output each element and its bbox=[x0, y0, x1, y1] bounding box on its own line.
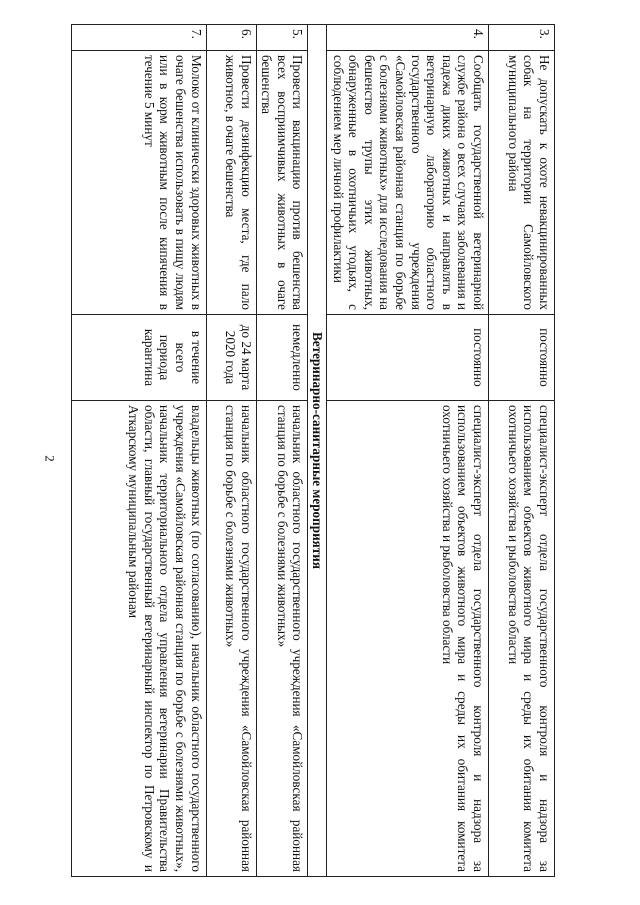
row-action: Молоко от клинически здоровых животных в очаге бешенства использовать в пищу людям или в корм животным после кипячения в течение 5 минут bbox=[71, 51, 206, 315]
row-number: 4. bbox=[327, 25, 489, 51]
row-action: Провести дезинфекцию места, где пало животное, в очаге бешенства bbox=[206, 51, 256, 315]
row-deadline: до 24 марта 2020 года bbox=[206, 315, 256, 401]
row-deadline: немедленно bbox=[256, 315, 308, 401]
page-number: 2 bbox=[42, 455, 58, 462]
table-row bbox=[489, 25, 555, 877]
table-row bbox=[206, 25, 256, 877]
row-number: 6. bbox=[206, 25, 256, 51]
row-responsible: начальник областного государственного учреждения «Самойловская районная станция по борьбе с болезнями животных» bbox=[206, 401, 256, 877]
row-deadline: постоянно bbox=[327, 315, 489, 401]
row-number: 5. bbox=[256, 25, 308, 51]
row-deadline: в течение всего периода карантина bbox=[71, 315, 206, 401]
section-row bbox=[308, 25, 327, 877]
row-number: 3. bbox=[489, 25, 555, 51]
row-action: Сообщать государственной ветеринарной службе района о всех случаях заболевания и падежа диких животных и направлять в ветеринарную лабораторию областного государственного учреждения «Самойловская районная станция по борьбе с болезнями животных» для исследования на бешенство трупы этих животных, обнаруженные в охотничьих угодьях, с соблюдением мер личной профилактики bbox=[327, 51, 489, 315]
table-row bbox=[256, 25, 308, 877]
row-action: Провести вакцинацию против бешенства всех восприимчивых животных в очаге бешенства bbox=[256, 51, 308, 315]
row-action: Не допускать к охоте невакцинированных собак на территории Самойловского муниципального района bbox=[489, 51, 555, 315]
row-responsible: специалист-эксперт отдела государственного контроля и надзора за использованием объектов животного мира и среды их обитания комитета охотничьего хозяйства и рыболовства области bbox=[489, 401, 555, 877]
row-deadline: постоянно bbox=[489, 315, 555, 401]
table-row bbox=[71, 25, 206, 877]
row-number: 7. bbox=[71, 25, 206, 51]
row-responsible: начальник областного государственного учреждения «Самойловская районная станция по борьбе с болезнями животных» bbox=[256, 401, 308, 877]
measures-table bbox=[71, 24, 555, 877]
table-row bbox=[327, 25, 489, 877]
section-title: Ветеринарно-санитарные мероприятия bbox=[308, 25, 327, 877]
row-responsible: специалист-эксперт отдела государственного контроля и надзора за использованием объектов животного мира и среды их обитания комитета охотничьего хозяйства и рыболовства области bbox=[327, 401, 489, 877]
row-responsible: владельцы животных (по согласованию), начальник областного государственного учреждения «Самойловская районная станция по борьбе с болезнями животных», начальник территориального отдела управления ветеринарии Правительства области, главный государственный ветеринарный инспектор по Петровскому и Аткарскому муниципальным районам bbox=[71, 401, 206, 877]
document-table-rotated bbox=[75, 24, 555, 876]
